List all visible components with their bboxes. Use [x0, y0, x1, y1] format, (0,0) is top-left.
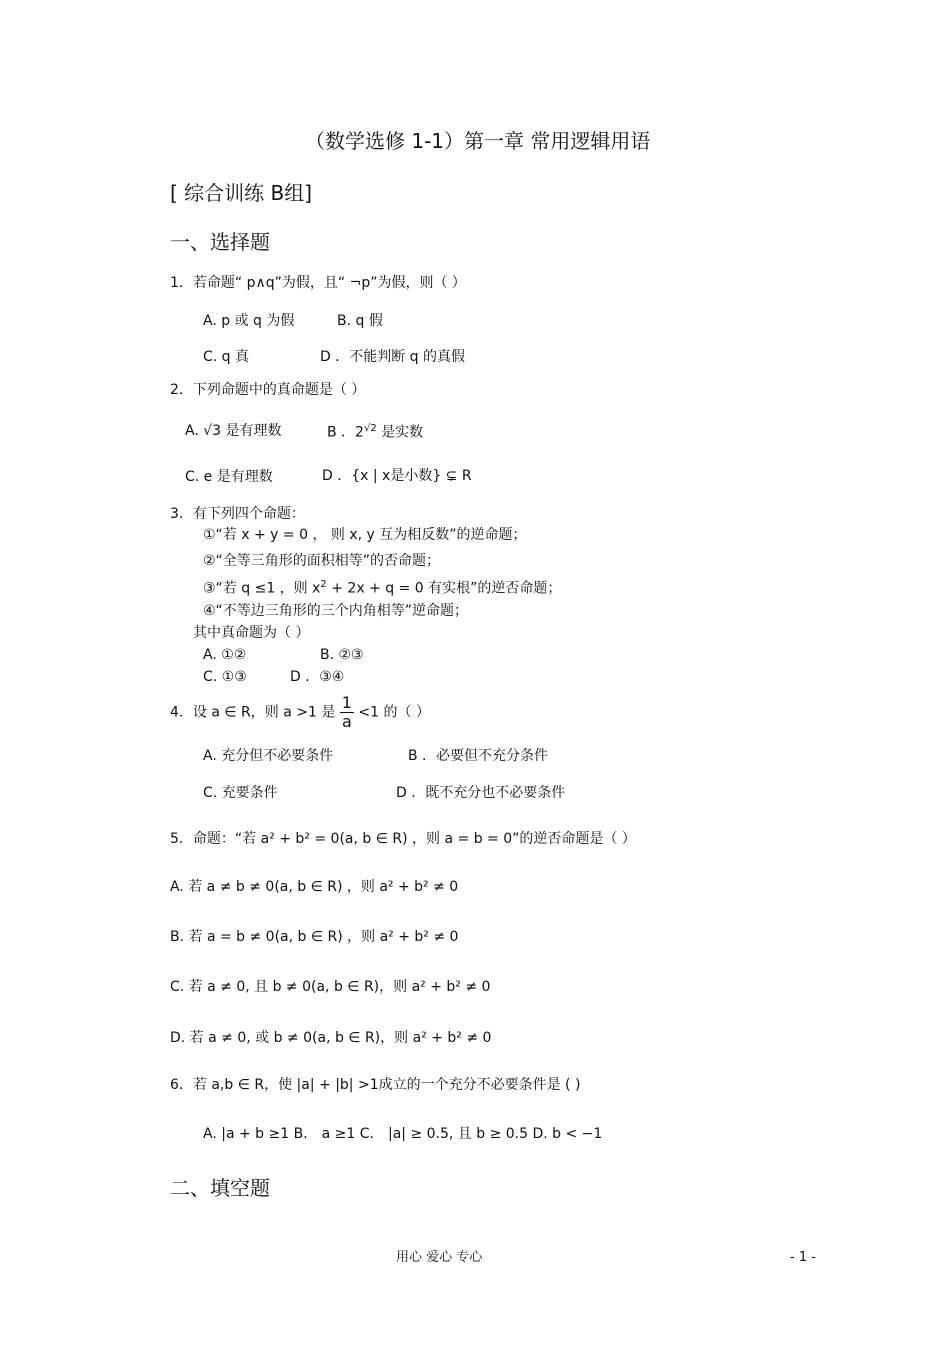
- q3-proposition-2: ②“全等三角形的面积相等”的否命题；: [203, 553, 441, 569]
- subtitle: [ 综合训练 B组]: [170, 181, 313, 205]
- footer-motto: 用心 爱心 专心: [396, 1250, 483, 1265]
- q2-option-d: D ．{x | x是小数} ⊊ R: [322, 468, 472, 484]
- q1-option-a: A. p 或 q 为假: [203, 313, 295, 329]
- q3-proposition-3-exponent: 2: [320, 579, 327, 590]
- q2-option-b-tail: 是实数: [376, 424, 424, 441]
- q4-stem: [170, 694, 430, 731]
- q3-proposition-4: ④“不等边三角形的三个内角相等”逆命题；: [203, 603, 469, 619]
- q6-stem: 6．若 a,b ∈ R，使 |a| + |b| >1成立的一个充分不必要条件是 ( ): [170, 1077, 581, 1093]
- q1-option-b: B. q 假: [337, 313, 383, 329]
- q3-option-d: D ．③④: [290, 669, 345, 685]
- q3-proposition-3: [203, 580, 561, 596]
- section-heading-fill: 二、填空题: [170, 1176, 270, 1200]
- q5-stem: 5．命题：“若 a² + b² = 0(a, b ∈ R) ，则 a = b = 0”的逆否命题是（ ）: [170, 831, 636, 847]
- q2-option-b: [327, 424, 423, 440]
- q3-option-b: B. ②③: [320, 647, 364, 663]
- page-title: （数学选修 1-1）第一章 常用逻辑用语: [305, 129, 651, 153]
- q2-option-b-exponent: √2: [363, 423, 377, 434]
- q3-option-c: C. ①③: [203, 669, 247, 685]
- q2-option-a: A. √3 是有理数: [185, 423, 282, 439]
- q3-option-a: A. ①②: [203, 647, 247, 663]
- q4-fraction: [340, 694, 354, 731]
- q5-option-b: B. 若 a = b ≠ 0(a, b ∈ R) ，则 a² + b² ≠ 0: [170, 929, 459, 945]
- q4-fraction-denominator: a: [341, 712, 352, 731]
- q1-stem: 1．若命题“ p∧q”为假，且“ ¬p”为假，则（ ）: [170, 275, 466, 291]
- q5-option-c: C. 若 a ≠ 0, 且 b ≠ 0(a, b ∈ R)，则 a² + b² ≠ 0: [170, 979, 491, 995]
- q3-proposition-3-tail: + 2x + q = 0 有实根”的逆否命题；: [326, 580, 562, 597]
- q2-option-b-base: B ．2: [327, 424, 364, 441]
- q4-stem-tail: <1 的（ ）: [358, 704, 430, 721]
- q4-fraction-numerator: 1: [341, 693, 352, 712]
- q3-ask: 其中真命题为（ ）: [193, 625, 310, 641]
- q5-option-a: A. 若 a ≠ b ≠ 0(a, b ∈ R) ，则 a² + b² ≠ 0: [170, 879, 459, 895]
- q4-option-c: C. 充要条件: [203, 785, 278, 801]
- q4-stem-head: 4．设 a ∈ R，则 a >1 是: [170, 704, 336, 721]
- q4-option-a: A. 充分但不必要条件: [203, 748, 334, 764]
- q3-stem: 3．有下列四个命题：: [170, 506, 305, 522]
- section-heading-choice: 一、选择题: [170, 230, 270, 254]
- q1-option-d: D ．不能判断 q 的真假: [320, 349, 466, 365]
- q5-option-d: D. 若 a ≠ 0, 或 b ≠ 0(a, b ∈ R)，则 a² + b² ≠ 0: [170, 1030, 492, 1046]
- q3-proposition-1: ①“若 x + y = 0 ， 则 x, y 互为相反数”的逆命题；: [203, 527, 527, 543]
- q6-options: A. |a + b ≥1 B． a ≥1 C． |a| ≥ 0.5, 且 b ≥ 0.5 D. b < −1: [203, 1126, 603, 1142]
- q4-option-d: D ．既不充分也不必要条件: [396, 785, 566, 801]
- q2-option-c: C. e 是有理数: [185, 469, 273, 485]
- q1-option-c: C. q 真: [203, 349, 250, 365]
- q3-proposition-3-head: ③“若 q ≤1 ，则 x: [203, 580, 321, 597]
- q4-option-b: B ．必要但不充分条件: [408, 748, 549, 764]
- page-number: - 1 -: [790, 1250, 816, 1265]
- q2-stem: 2．下列命题中的真命题是（ ）: [170, 382, 366, 398]
